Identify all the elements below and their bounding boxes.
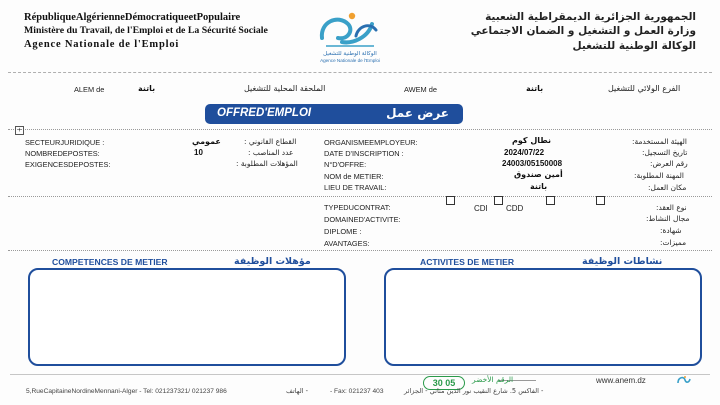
- positions-label: NOMBREDEPOSTES:: [25, 149, 100, 158]
- job-name-value: أمين صندوق: [514, 170, 563, 179]
- banner-title-ar: عرض عمل: [386, 106, 449, 120]
- advantages-ar-label: مميزات:: [660, 238, 687, 247]
- cdi-label: CDI: [474, 204, 488, 213]
- section-divider-top: [8, 129, 712, 130]
- footer-divider: [10, 374, 710, 375]
- awem-ar-label: الفرع الولائي للتشغيل: [608, 84, 681, 93]
- alem-value: باتنة: [138, 84, 156, 93]
- job-name-label: NOM de METIER:: [324, 172, 384, 181]
- date-label: DATE D'INSCRIPTION :: [324, 149, 404, 158]
- contract-label: TYPEDUCONTRAT:: [324, 203, 391, 212]
- date-ar-label: تاريخ التسجيل:: [642, 148, 688, 157]
- offer-number-ar-label: رقم العرض:: [650, 159, 688, 168]
- awem-label: AWEM de: [404, 85, 437, 94]
- competences-box[interactable]: [28, 268, 346, 366]
- header-ar-republic: الجمهورية الجزائرية الديمقراطية الشعبية: [485, 11, 696, 23]
- activites-title-fr: ACTIVITES DE METIER: [420, 257, 515, 267]
- competences-title-fr: COMPETENCES DE METIER: [52, 257, 168, 267]
- requirements-label: EXIGENCESDEPOSTES:: [25, 160, 111, 169]
- domain-label: DOMAINED'ACTIVITE:: [324, 215, 401, 224]
- sector-value: عمومي: [192, 137, 221, 146]
- sector-label: SECTEURJURIDIQUE :: [25, 138, 105, 147]
- workplace-ar-label: مكان العمل:: [648, 183, 687, 192]
- logo-caption-ar: الوكالة الوطنية للتشغيل: [323, 51, 377, 57]
- domain-ar-label: مجال النشاط:: [646, 214, 690, 223]
- section-divider-bottom: [8, 250, 712, 251]
- anem-logo: [312, 8, 388, 62]
- cdd-checkbox[interactable]: [546, 196, 555, 205]
- offer-number-label: N°D'OFFRE:: [324, 160, 367, 169]
- contract-checkbox-4[interactable]: [596, 196, 605, 205]
- header-divider: [8, 72, 712, 73]
- diploma-ar-label: شهادة:: [660, 226, 682, 235]
- activites-title-ar: نشاطات الوظيفة: [582, 256, 663, 267]
- cdd-label: CDD: [506, 204, 524, 213]
- section-divider-mid: [8, 196, 712, 197]
- date-value: 2024/07/22: [504, 148, 545, 157]
- activites-box[interactable]: [384, 268, 702, 366]
- contract-ar-label: نوع العقد:: [656, 203, 687, 212]
- logo-caption-fr: Agence Nationale de l'Emploi: [320, 58, 380, 63]
- positions-value: 10: [194, 148, 203, 157]
- website-link[interactable]: www.anem.dz: [596, 376, 646, 385]
- footer-phone-ar: - الهاتف: [286, 387, 309, 395]
- requirements-ar-label: المؤهلات المطلوبة :: [236, 159, 298, 168]
- competences-title-ar: مؤهلات الوظيفة: [234, 256, 311, 267]
- employer-value: نطال كوم: [512, 136, 552, 145]
- anem-logo-icon: [312, 8, 388, 52]
- footer-address-ar: - الفاكس 5. شارع النقيب نور الدين مناني - الجزائر: [404, 387, 544, 395]
- header-ar-agency: الوكالة الوطنية للتشغيل: [572, 40, 696, 52]
- green-number: 30 05: [423, 376, 465, 390]
- header-fr-ministry: Ministère du Travail, de l'Emploi et de La Sécurité Sociale: [24, 25, 268, 36]
- cdi-checkbox[interactable]: [494, 196, 503, 205]
- green-number-label: الرقم الأخضر: [472, 375, 514, 384]
- advantages-label: AVANTAGES:: [324, 239, 370, 248]
- employer-ar-label: الهيئة المستخدمة:: [632, 137, 687, 146]
- workplace-value: باتنة: [530, 182, 548, 191]
- job-name-ar-label: المهنة المطلوبة:: [634, 171, 684, 180]
- offer-number-value: 24003/05150008: [502, 159, 563, 168]
- contract-checkbox-1[interactable]: [446, 196, 455, 205]
- header-fr-republic: RépubliqueAlgérienneDémocratiqueetPopulaire: [24, 12, 241, 23]
- sector-ar-label: القطاع القانوني :: [244, 137, 297, 146]
- header-fr-agency: Agence Nationale de l'Emploi: [24, 39, 180, 50]
- header-ar-ministry: وزارة العمل و التشغيل و الضمان الاجتماعي: [470, 25, 696, 37]
- offer-banner: [205, 104, 463, 124]
- footer-fax-fr: - Fax: 021237 403: [330, 388, 384, 395]
- footer-address-fr: 5,RueCapitaineNordineMennani-Alger - Tel: 021237321/ 021237 986: [26, 388, 227, 395]
- employer-label: ORGANISMEEMPLOYEUR:: [324, 138, 418, 147]
- awem-value: باتنة: [526, 84, 544, 93]
- expand-icon[interactable]: +: [15, 126, 24, 135]
- diploma-label: DIPLOME :: [324, 227, 362, 236]
- positions-ar-label: عدد المناصب :: [248, 148, 294, 157]
- workplace-label: LIEU DE TRAVAIL:: [324, 183, 387, 192]
- alem-label: ALEM de: [74, 85, 105, 94]
- alem-ar-label: الملحقة المحلية للتشغيل: [244, 84, 326, 93]
- banner-title-fr: OFFRED'EMPLOI: [217, 107, 312, 119]
